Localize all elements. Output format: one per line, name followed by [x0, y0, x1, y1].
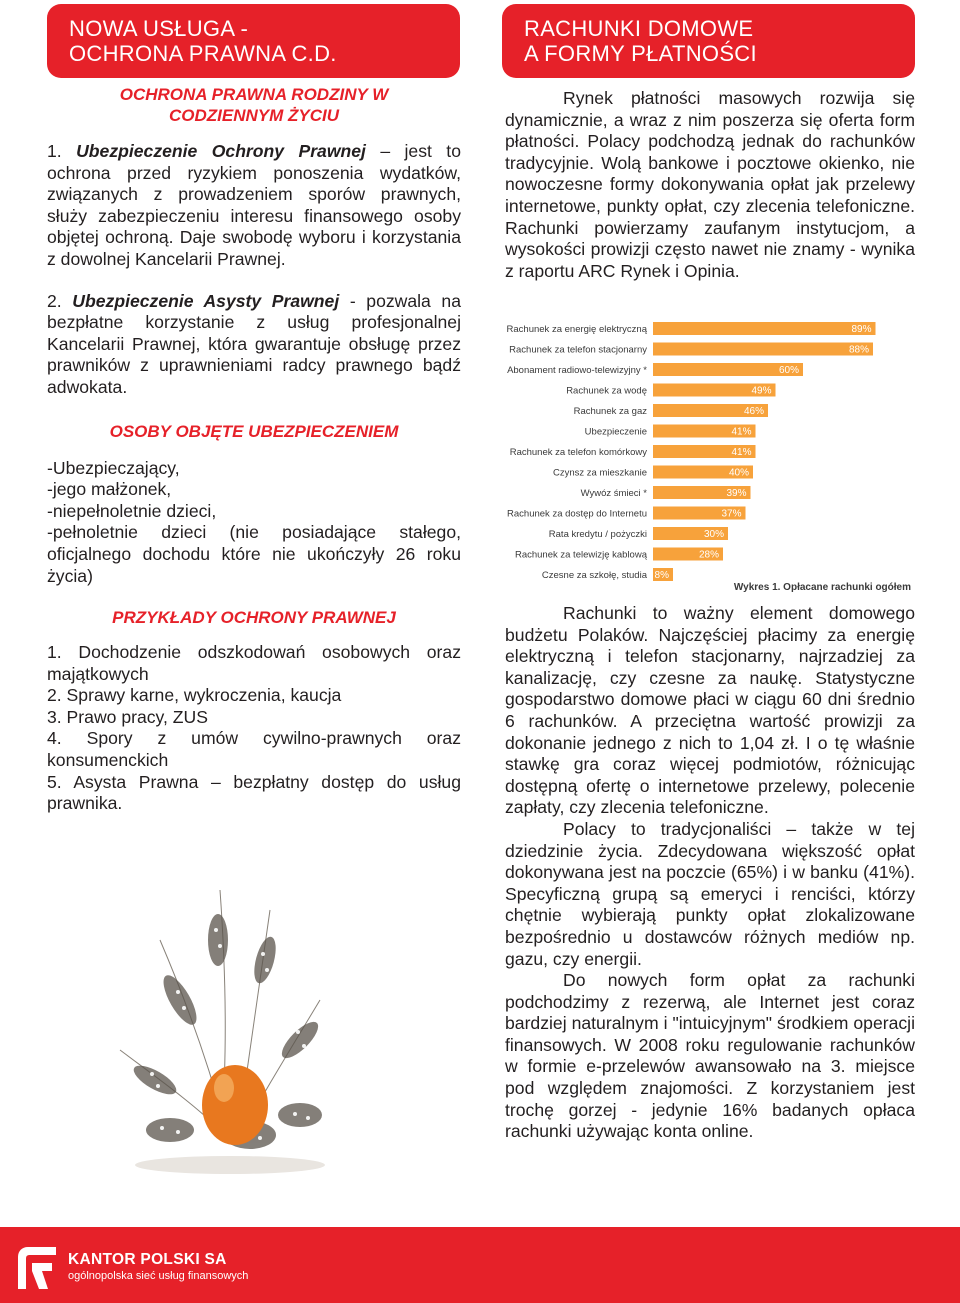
list-item: -Ubezpieczający,	[47, 457, 180, 478]
examples-list	[47, 642, 461, 815]
chart-value-label: 60%	[778, 365, 799, 376]
item-term: Ubezpieczenie Asysty Prawnej	[72, 290, 340, 311]
chart-category-label: Rachunek za telewizję kablową	[514, 549, 647, 561]
chart-value-label: 41%	[731, 426, 752, 438]
bills-chart	[503, 318, 915, 598]
right-header-line1: RACHUNKI DOMOWE	[524, 16, 754, 41]
section-title-insured-persons: OSOBY OBJĘTE UBEZPIECZENIEM	[109, 421, 399, 441]
company-tagline: ogólnopolska sieć usług finansowych	[68, 1270, 249, 1282]
chart-bar	[653, 322, 876, 335]
item-number: 2.	[47, 290, 73, 311]
chart-value-label: 88%	[848, 344, 869, 356]
item-term: Ubezpieczenie Ochrony Prawnej	[76, 141, 366, 161]
legal-protection-item-2	[47, 291, 461, 399]
company-logo-icon	[12, 1243, 62, 1293]
right-header-line2: A FORMY PŁATNOŚCI	[524, 41, 757, 66]
chart-value-label: 40%	[728, 467, 749, 479]
section-title-examples: PRZYKŁADY OCHRONY PRAWNEJ	[112, 608, 396, 628]
chart-value-label: 37%	[721, 508, 742, 520]
chart-value-label: 28%	[698, 549, 719, 561]
left-header-line2: OCHRONA PRAWNA C.D.	[69, 41, 337, 66]
list-item: -jego małżonek,	[47, 479, 172, 500]
left-header-line1: NOWA USŁUGA -	[69, 16, 249, 41]
chart-category-label: Czesne za szkołę, studia	[541, 570, 647, 581]
list-item: -pełnoletnie dzieci (nie posiadające stałego, oficjalnego dochodu które nie ukończyły 26 roku życia)	[47, 522, 461, 586]
list-item: 2. Sprawy karne, wykroczenia, kaucja	[47, 685, 342, 706]
egg-feathers-illustration	[100, 880, 360, 1180]
chart-category-label: Rachunek za telefon komórkowy	[509, 447, 647, 458]
list-item: 3. Prawo pracy, ZUS	[47, 706, 208, 727]
chart-value-label: 41%	[731, 447, 752, 458]
intro-paragraph: Rynek płatności masowych rozwija się dynamicznie, a wraz z nim poszerza się oferta form płatności. Polacy podchodzą jednak do rachunków tradycyjnie. Wolą bankowe i pocztowe okienko, nie nowoczesne formy dokonywania opłat jak przelewy internetowe, punkty opłat, czy zlecenia telefoniczne. Rachunki powierzamy zaufanym instytucjom, a wysokości prowizji często nawet nie znamy - wynika z raportu ARC Rynek i Opinia.	[505, 88, 915, 281]
right-column-lower	[505, 603, 915, 1143]
left-section-header	[47, 4, 460, 78]
chart-value-label: 30%	[703, 529, 724, 540]
right-column	[505, 88, 915, 282]
chart-value-label: 49%	[751, 385, 772, 397]
right-section-header	[502, 4, 915, 78]
chart-category-label: Rachunek za gaz	[573, 406, 647, 417]
item-description: - pozwala na bezpłatne korzystanie z usług profesjonalnej Kancelarii Prawnej, która gwarantuje obsługę przez prawników z uprawnieniami radcy prawnego bądź adwokata.	[47, 290, 461, 397]
chart-value-label: 39%	[726, 488, 747, 499]
egg-feathers-svg	[100, 880, 360, 1180]
paragraph-bills-budget: Rachunki to ważny element domowego budżetu Polaków. Najczęściej płacimy za energię elektryczną i telefon stacjonarny, najrzadziej za kanalizację, czy czesne za naukę. Statystyczne gospodarstwo domowe płaci w ciągu 60 dni średnio 6 rachunków. A przeciętna wartość prowizji za dokonanie jednego z nich to 1,04 zł. I o tę właśnie stawkę gra coraz więcej podmiotów, różnicując dostępną ofertę o internetowe przelewy, polecenie zapłaty, czy zlecenia telefoniczne.	[505, 603, 915, 818]
chart-category-label: Wywóz śmieci *	[580, 488, 647, 499]
legal-protection-item-1	[47, 141, 461, 271]
chart-category-label: Rachunek za energię elektryczną	[506, 324, 647, 335]
paragraph-traditionalists: Polacy to tradycjonaliści – także w tej dziedzinie życia. Zdecydowana większość opłat dokonywana jest na poczcie (65%) i w banku (41%). Specyficzną grupą są emeryci i renciści, którzy chętnie wybierają punkty opłat zlokalizowane bezpośrednio u dostawców różnych mediów np. gazu, czy energii.	[505, 818, 915, 969]
item-description: – jest to ochrona przed ryzykiem ponoszenia wydatków, związanych z prowadzeniem sporów prawnych, służy zabezpieczeniu interesu finansowego osoby objętej ochroną. Daje swobodę wyboru i korzystania z dowolnej Kancelarii Prawnej.	[47, 141, 461, 269]
chart-value-label: 46%	[743, 406, 764, 417]
list-item: 4. Spory z umów cywilno-prawnych oraz konsumenckich	[47, 728, 461, 771]
section-title-line: OCHRONA PRAWNA RODZINY W	[119, 85, 389, 104]
chart-category-label: Czynsz za mieszkanie	[553, 467, 647, 479]
chart-category-label: Rachunek za telefon stacjonarny	[509, 344, 647, 356]
list-item: 5. Asysta Prawna – bezpłatny dostęp do usług prawnika.	[47, 771, 461, 814]
bills-chart-svg	[503, 318, 915, 598]
chart-category-label: Abonament radiowo-telewizyjny *	[507, 365, 647, 376]
section-title-line: CODZIENNYM ŻYCIU	[169, 106, 339, 125]
insured-persons-list	[47, 458, 461, 588]
chart-title: Wykres 1. Opłacane rachunki ogółem	[733, 582, 911, 593]
chart-value-label: 8%	[654, 570, 669, 581]
list-item: -niepełnoletnie dzieci,	[47, 500, 217, 521]
list-item: 1. Dochodzenie odszkodowań osobowych oraz majątkowych	[47, 642, 461, 684]
left-column	[47, 84, 461, 815]
chart-category-label: Rata kredytu / pożyczki	[548, 529, 647, 540]
chart-bar	[653, 343, 873, 356]
item-number: 1.	[47, 141, 77, 161]
section-title-legal-protection	[47, 84, 461, 126]
chart-value-label: 89%	[851, 324, 872, 335]
company-name: KANTOR POLSKI SA	[68, 1251, 227, 1268]
chart-category-label: Rachunek za wodę	[566, 385, 647, 397]
chart-category-label: Rachunek za dostęp do Internetu	[507, 508, 647, 520]
paragraph-new-forms: Do nowych form opłat za rachunki podchodzimy z rezerwą, ale Internet jest coraz bardziej naturalnym i "intuicyjnym" środkiem operacji finansowych. W 2008 roku regulowanie rachunków w formie e-przelewów awansowało na 3. miejsce pod względem znajomości. Z korzystaniem jest trochę gorzej - jedynie 16% badanych opłaca rachunki używając konta online.	[505, 970, 915, 1142]
chart-category-label: Ubezpieczenie	[584, 426, 647, 438]
